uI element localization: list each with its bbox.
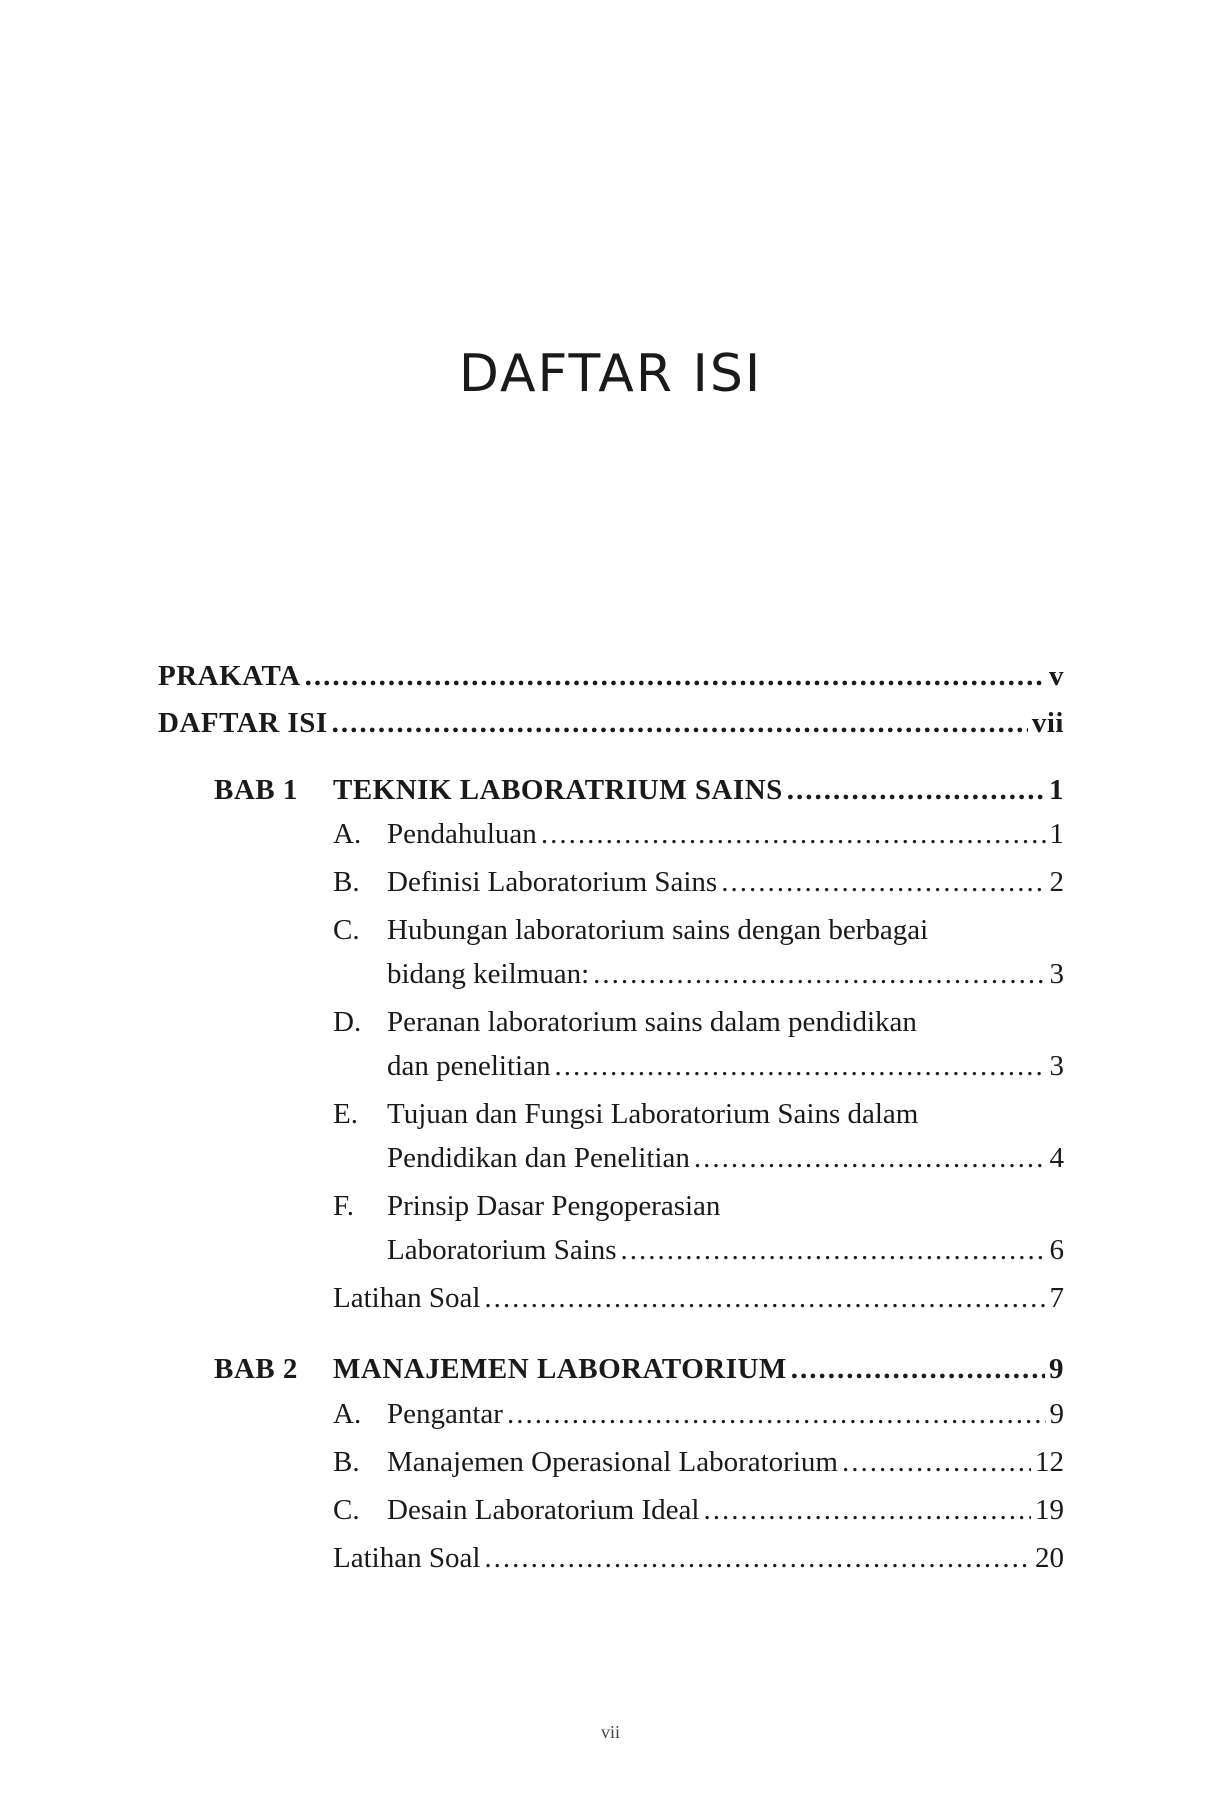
toc-entry-label: Peranan laboratorium sains dalam pendidikan xyxy=(387,1006,917,1038)
toc-page-number: 9 xyxy=(1049,1355,1064,1384)
chapter-title: TEKNIK LABORATRIUM SAINS xyxy=(333,776,783,805)
toc-page-number: 4 xyxy=(1049,1144,1064,1173)
dot-leader xyxy=(593,960,1045,989)
toc-entry-label-continued: Laboratorium Sains xyxy=(387,1236,617,1265)
dot-leader xyxy=(305,662,1045,691)
toc-page-number: 1 xyxy=(1049,776,1064,805)
toc-entry[interactable] xyxy=(387,1236,1064,1265)
dot-leader xyxy=(541,820,1046,849)
dot-leader xyxy=(484,1544,1031,1573)
dot-leader xyxy=(484,1284,1045,1313)
toc-entry-label-continued: dan penelitian xyxy=(387,1052,551,1081)
toc-entry[interactable] xyxy=(387,820,1064,849)
toc-page-number: 12 xyxy=(1035,1448,1064,1477)
dot-leader xyxy=(694,1144,1046,1173)
toc-entry-label-continued: Pendidikan dan Penelitian xyxy=(387,1144,690,1173)
toc-page-number: 2 xyxy=(1049,868,1064,897)
toc-entry-label: Tujuan dan Fungsi Laboratorium Sains dalam xyxy=(387,1098,919,1130)
toc-page-number: 1 xyxy=(1049,820,1064,849)
toc-entry-label: Manajemen Operasional Laboratorium xyxy=(387,1448,838,1477)
item-letter: C. xyxy=(333,914,360,946)
toc-page-number: 9 xyxy=(1049,1400,1064,1429)
dot-leader xyxy=(787,776,1045,805)
dot-leader xyxy=(703,1496,1031,1525)
toc-entry-latihan-soal[interactable] xyxy=(333,1284,1064,1313)
toc-entry-label: Pendahuluan xyxy=(387,820,537,849)
toc-entry-label: PRAKATA xyxy=(158,662,301,691)
toc-page-number: 6 xyxy=(1049,1236,1064,1265)
dot-leader xyxy=(842,1448,1031,1477)
dot-leader xyxy=(554,1052,1045,1081)
toc-page-number: vii xyxy=(1031,709,1064,738)
toc-entry-label: DAFTAR ISI xyxy=(158,709,328,738)
toc-entry-daftar-isi[interactable] xyxy=(158,709,1064,738)
toc-entry-label: Definisi Laboratorium Sains xyxy=(387,868,718,897)
page-title: DAFTAR ISI xyxy=(458,344,763,404)
toc-entry[interactable] xyxy=(387,1496,1064,1525)
toc-entry-label: Desain Laboratorium Ideal xyxy=(387,1496,700,1525)
dot-leader xyxy=(721,868,1045,897)
toc-entry[interactable] xyxy=(387,868,1064,897)
toc-page-number: v xyxy=(1049,662,1064,691)
toc-page-number: 19 xyxy=(1035,1496,1064,1525)
item-letter: A. xyxy=(333,1398,362,1430)
chapter-title: MANAJEMEN LABORATORIUM xyxy=(333,1355,787,1384)
chapter-label: BAB 1 xyxy=(214,774,298,806)
toc-entry-label: Prinsip Dasar Pengoperasian xyxy=(387,1190,721,1222)
item-letter: C. xyxy=(333,1494,360,1526)
toc-page-number: 3 xyxy=(1049,1052,1064,1081)
toc-page-number: 3 xyxy=(1049,960,1064,989)
chapter-label: BAB 2 xyxy=(214,1353,298,1385)
item-letter: E. xyxy=(333,1098,358,1130)
toc-entry-prakata[interactable] xyxy=(158,662,1064,691)
toc-page-number: 7 xyxy=(1049,1284,1064,1313)
toc-page-number: 20 xyxy=(1035,1544,1064,1573)
dot-leader xyxy=(791,1355,1045,1384)
item-letter: B. xyxy=(333,866,360,898)
toc-entry-label: Latihan Soal xyxy=(333,1544,481,1573)
toc-entry-latihan-soal[interactable] xyxy=(333,1544,1064,1573)
toc-entry-label-continued: bidang keilmuan: xyxy=(387,960,590,989)
page-number-footer: vii xyxy=(600,1722,620,1742)
dot-leader xyxy=(621,1236,1046,1265)
item-letter: B. xyxy=(333,1446,360,1478)
toc-entry[interactable] xyxy=(387,1448,1064,1477)
item-letter: A. xyxy=(333,818,362,850)
item-letter: F. xyxy=(333,1190,355,1222)
dot-leader xyxy=(507,1400,1046,1429)
toc-chapter-2[interactable] xyxy=(333,1355,1064,1384)
toc-entry-label: Hubungan laboratorium sains dengan berbagai xyxy=(387,914,929,946)
toc-entry[interactable] xyxy=(387,960,1064,989)
toc-entry-label: Pengantar xyxy=(387,1400,503,1429)
item-letter: D. xyxy=(333,1006,362,1038)
toc-chapter-1[interactable] xyxy=(333,776,1064,805)
toc-entry[interactable] xyxy=(387,1144,1064,1173)
toc-entry[interactable] xyxy=(387,1052,1064,1081)
toc-entry[interactable] xyxy=(387,1400,1064,1429)
dot-leader xyxy=(332,709,1028,738)
toc-entry-label: Latihan Soal xyxy=(333,1284,481,1313)
